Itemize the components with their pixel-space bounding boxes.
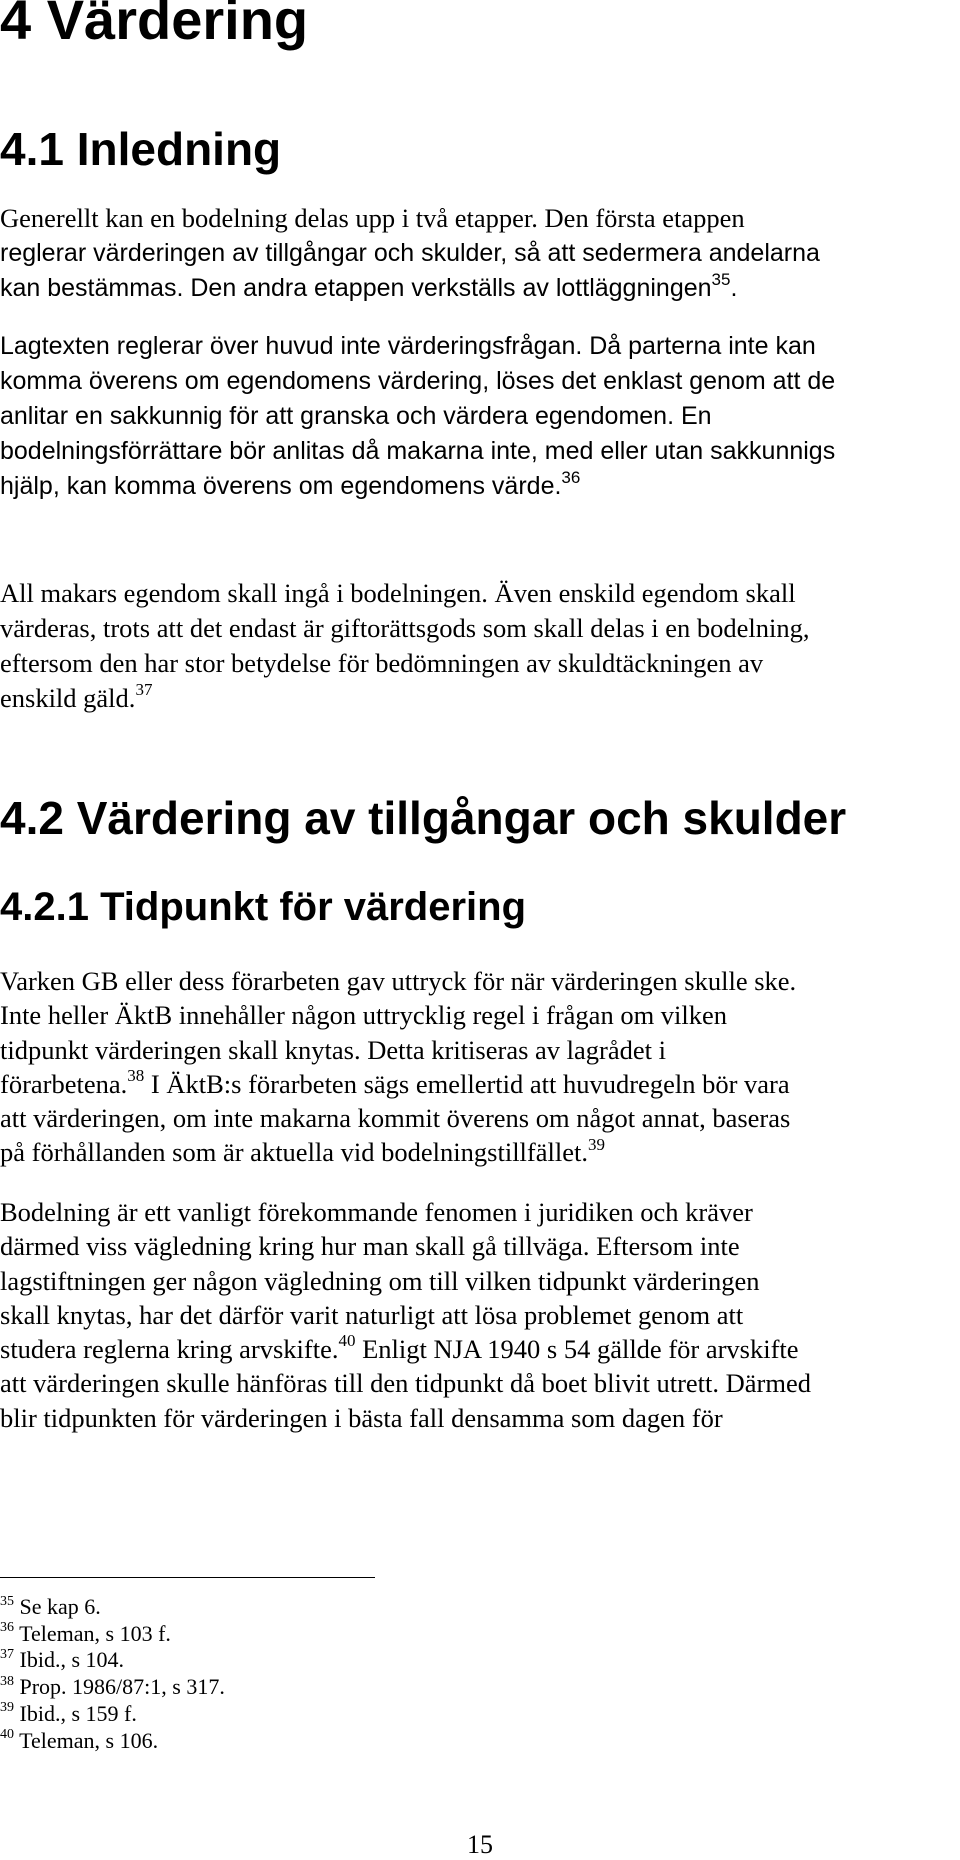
paragraph-line: komma överens om egendomens värdering, löses det enklast genom att de [0,367,836,395]
paragraph-line: Varken GB eller dess förarbeten gav uttryck för när värderingen skulle ske. [0,966,797,996]
footnote-item [0,1701,225,1728]
paragraph-line [0,1332,945,1366]
page-number: 15 [467,1830,493,1859]
footnote-number: 36 [0,1620,14,1636]
paragraph-line-text: enskild gäld. [0,683,136,713]
paragraph-line: att värderingen skulle hänföras till den tidpunkt då boet blivit utrett. Därmed [0,1368,811,1399]
paragraph-line-text: I ÄktB:s förarbeten sägs emellertid att huvudregeln bör vara [144,1068,790,1099]
footnote-item [0,1647,225,1674]
footnote-item [0,1728,225,1755]
footnote-text: Teleman, s 106. [19,1727,159,1753]
paragraph-line: tidpunkt värderingen skall knytas. Detta kritiseras av lagrådet i [0,1034,666,1065]
paragraph-line: eftersom den har stor betydelse för bedömningen av skuldtäckningen av [0,648,764,678]
footnote-ref: 35 [711,269,731,289]
paragraph-line: att värderingen, om inte makarna kommit överens om något annat, baseras [0,1103,791,1134]
footnote-text: Se kap 6. [19,1594,101,1619]
paragraph-line: Lagtexten reglerar över huvud inte värderingsfrågan. Då parterna inte kan [0,332,816,360]
paragraph-tidpunkt [0,964,945,1170]
footnote-number: 38 [0,1673,14,1689]
paragraph-line [0,1067,945,1101]
footnote-number: 35 [0,1593,14,1609]
paragraph-line: lagstiftningen ger någon vägledning om till vilken tidpunkt värderingen [0,1265,760,1296]
paragraph-lagtext [0,329,945,504]
paragraph-bodelning [0,1195,945,1435]
paragraph-line: anlitar en sakkunnig för att granska och värdera egendomen. En [0,402,712,430]
chapter-heading: 4 Värdering [0,0,309,51]
paragraph-line [0,469,945,504]
footnote-number: 39 [0,1700,14,1716]
footnote-ref: 36 [561,467,581,487]
footnote-text: Prop. 1986/87:1, s 317. [19,1674,225,1700]
footnotes [0,1594,225,1754]
footnote-number: 40 [0,1727,14,1743]
section-heading-4-2: 4.2 Värdering av tillgångar och skulder [0,792,847,844]
paragraph-line: reglerar värderingen av tillgångar och skulder, så att sedermera andelarna [0,239,820,267]
paragraph-line-text: hjälp, kan komma överens om egendomens värde. [0,472,562,500]
footnote-ref: 40 [338,1331,356,1351]
paragraph-line [0,1135,945,1169]
footnote-item [0,1594,225,1621]
paragraph-line-text: på förhållanden som är aktuella vid bodelningstillfället. [0,1137,588,1168]
paragraph-line-text: studera reglerna kring arvskifte. [0,1334,339,1365]
paragraph-line-text: Enligt NJA 1940 s 54 gällde för arvskifte [355,1334,799,1365]
footnote-text: Teleman, s 103 f. [19,1620,171,1646]
paragraph-line: All makars egendom skall ingå i bodelningen. Även enskild egendom skall [0,578,796,608]
footnote-separator [0,1577,375,1578]
footnote-item [0,1621,225,1648]
subsection-heading-4-2-1: 4.2.1 Tidpunkt för värdering [0,885,527,929]
paragraph-line-tail: . [730,274,738,302]
footnote-text: Ibid., s 104. [19,1647,124,1673]
paragraph-line [0,681,945,716]
paragraph-line: skall knytas, har det därför varit naturligt att lösa problemet genom att [0,1299,744,1330]
paragraph-makars-egendom [0,576,945,716]
paragraph-line: bodelningsförrättare bör anlitas då makarna inte, med eller utan sakkunnigs [0,437,836,465]
section-heading-4-1: 4.1 Inledning [0,123,282,175]
paragraph-line-text: kan bestämmas. Den andra etappen verkställs av lottläggningen [0,274,712,302]
paragraph-line: värderas, trots att det endast är giftorättsgods som skall delas i en bodelning, [0,613,810,643]
footnote-ref: 37 [135,680,153,700]
footnote-text: Ibid., s 159 f. [19,1700,137,1726]
footnote-ref: 39 [587,1134,605,1154]
paragraph-line: Generellt kan en bodelning delas upp i två etapper. Den första etappen [0,203,745,233]
paragraph-line-text: förarbetena. [0,1068,128,1099]
footnote-number: 37 [0,1647,14,1663]
paragraph-line: därmed viss vägledning kring hur man skall gå tillväga. Eftersom inte [0,1231,740,1262]
paragraph-line: Inte heller ÄktB innehåller någon uttrycklig regel i frågan om vilken [0,1000,728,1031]
paragraph-line: blir tidpunkten för värderingen i bästa fall densamma som dagen för [0,1402,723,1433]
paragraph-intro [0,201,945,306]
paragraph-line: Bodelning är ett vanligt förekommande fenomen i juridiken och kräver [0,1197,753,1227]
paragraph-line [0,271,945,306]
footnote-item [0,1674,225,1701]
footnote-ref: 38 [127,1066,145,1086]
